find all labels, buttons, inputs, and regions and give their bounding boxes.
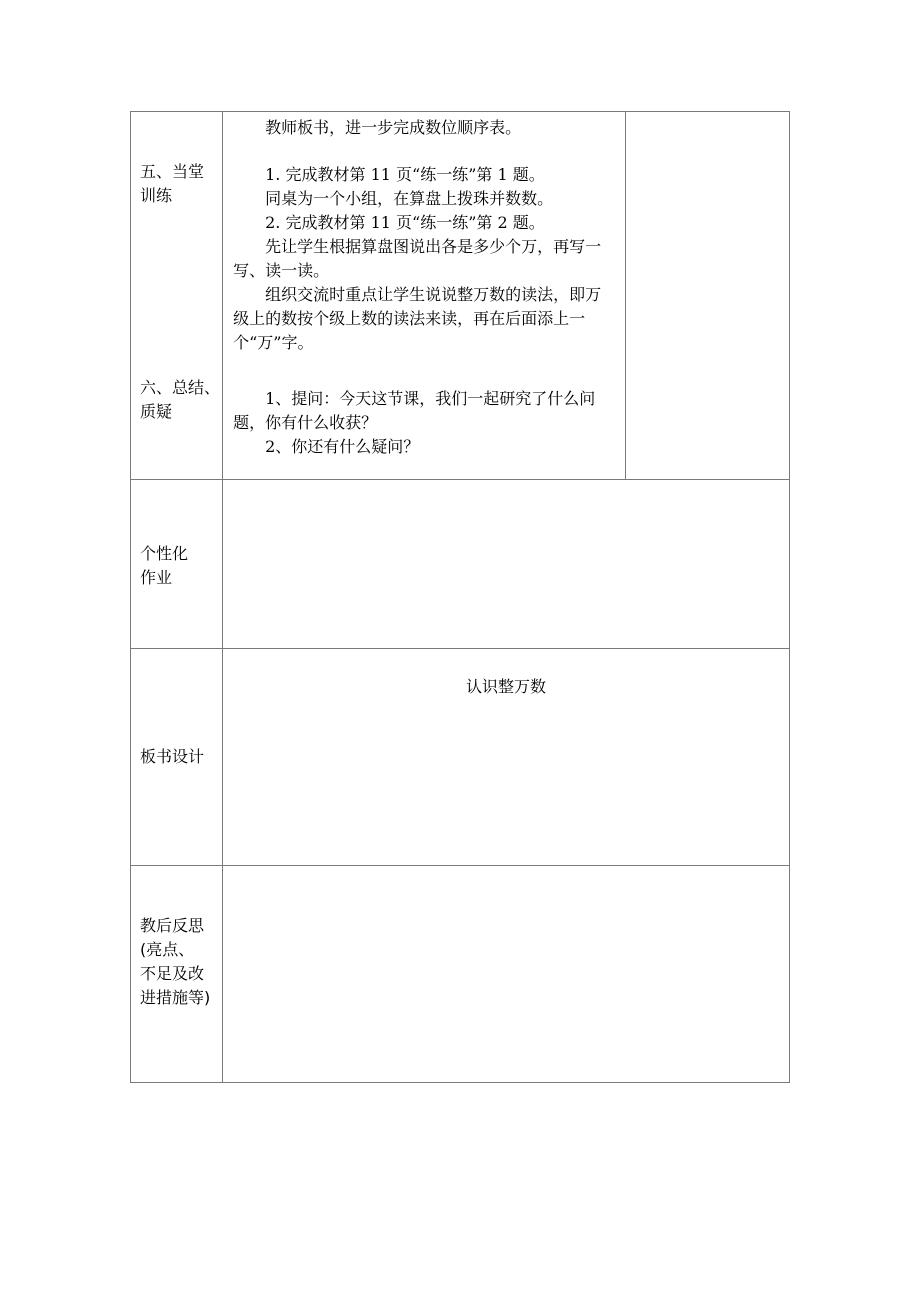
training-paragraph: 2. 完成教材第 11 页“练一练”第 2 题。 <box>265 213 545 232</box>
reflection-label-cell <box>131 866 223 1083</box>
step-5-label: 五、当堂 训练 <box>140 162 205 205</box>
reflection-label: 教后反思 (亮点、 不足及改 进措施等) <box>140 916 211 1007</box>
step-content-cell <box>223 112 626 480</box>
board-design-label: 板书设计 <box>140 747 205 766</box>
homework-label-cell <box>131 480 223 649</box>
summary-paragraph: 2、你还有什么疑问？ <box>265 437 420 456</box>
board-design-content-cell <box>223 649 790 866</box>
lesson-plan-table <box>130 111 790 1083</box>
training-paragraph: 1. 完成教材第 11 页“练一练”第 1 题。 <box>265 165 545 184</box>
step-label-cell <box>131 112 223 480</box>
board-design-row <box>131 649 790 866</box>
board-title: 认识整万数 <box>466 677 547 696</box>
board-design-label-cell <box>131 649 223 866</box>
training-paragraph: 组织交流时重点让学生说说整万数的读法，即万级上的数按个级上数的读法来读，再在后面添上一个“万”字。 <box>233 285 602 352</box>
summary-paragraph: 1、提问：今天这节课，我们一起研究了什么问题，你有什么收获？ <box>233 389 596 432</box>
board-note-paragraph: 教师板书，进一步完成数位顺序表。 <box>265 118 522 137</box>
teaching-steps-row <box>131 112 790 480</box>
reflection-row <box>131 866 790 1083</box>
training-paragraph: 同桌为一个小组，在算盘上拨珠并数数。 <box>265 189 554 208</box>
notes-cell <box>625 112 789 480</box>
training-paragraph: 先让学生根据算盘图说出各是多少个万，再写一写、读一读。 <box>233 237 602 280</box>
homework-row <box>131 480 790 649</box>
homework-content-cell <box>223 480 790 649</box>
reflection-content-cell <box>223 866 790 1083</box>
homework-label: 个性化 作业 <box>140 544 189 587</box>
step-6-label: 六、总结、 质疑 <box>140 378 221 421</box>
